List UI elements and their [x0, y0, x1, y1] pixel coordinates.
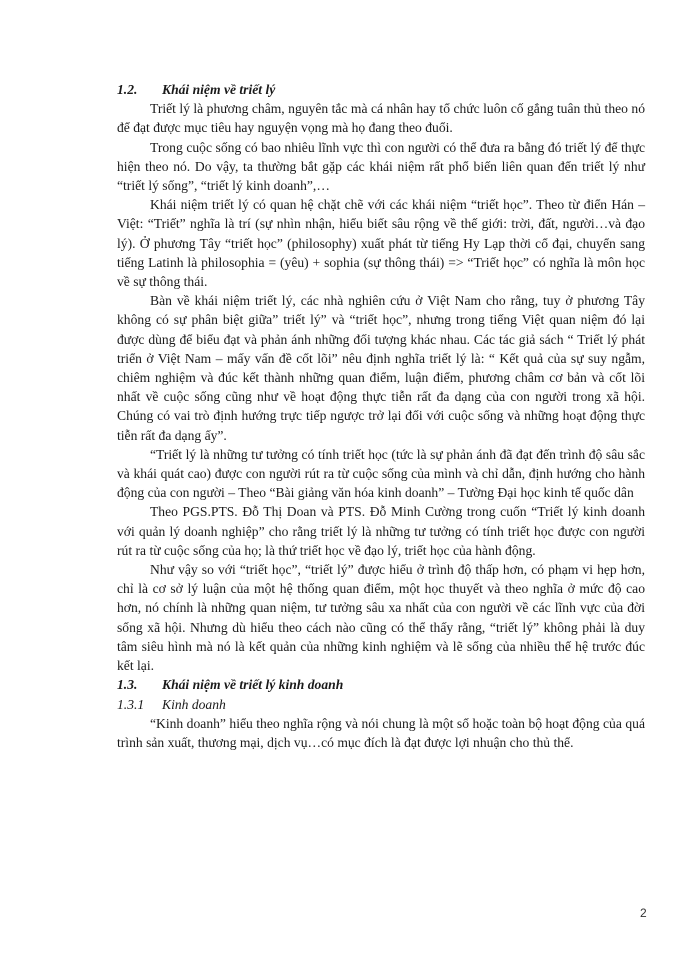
subsection-number: 1.3.1 [117, 696, 145, 712]
subsection-title: Kinh doanh [162, 696, 226, 712]
paragraph: Trong cuộc sống có bao nhiêu lĩnh vực thì con người có thể đưa ra bằng đó triết lý để thực hiện theo nó. Do vậy, ta thường bắt gặp các khái niệm rất phổ biến liên quan đến triết lý như “triết lý sống”, “triết lý kinh doanh”,… [117, 139, 645, 194]
section-title: Khái niệm về triết lý [162, 82, 276, 97]
section-number: 1.2. [117, 82, 138, 97]
paragraph: Theo PGS.PTS. Đỗ Thị Doan và PTS. Đỗ Minh Cường trong cuốn “Triết lý kinh doanh với quản lý doanh nghiệp” cho rằng triết lý là những tư tưởng có tính triết học được con người rút ra từ cuộc sống của họ; là thứ triết học về đạo lý, triết học của hành động. [117, 504, 645, 558]
section-title: Khái niệm về triết lý kinh doanh [162, 677, 344, 693]
page-number: 2 [640, 906, 647, 920]
page-content [117, 80, 645, 752]
paragraph: Bàn về khái niệm triết lý, các nhà nghiên cứu ở Việt Nam cho rằng, tuy ở phương Tây không có sự phân biệt giữa” triết lý” và “triết học”, nhưng trong tiếng Việt quan niệm đó lại được dùng để biểu đạt và phản ánh những đối tượng khác nhau. Các tác giả sách “ Triết lý phát triển ở Việt Nam – mấy vấn đề cốt lõi” nêu định nghĩa triết lý là: “ Kết quả của sự suy ngẫm, chiêm nghiệm và đúc kết thành những quan điểm, luận điểm, phương châm cơ bản và cốt lõi nhất về cuộc sống cũng như về hoạt động thực tiễn rất đa dạng của con người trong xã hội. Chúng có vai trò định hướng trực tiếp ngược trở lại đối với cuộc sống và những hoạt động thực tiễn rất đa dạng ấy”. [117, 293, 645, 443]
section-heading-1-3 [117, 675, 645, 694]
paragraph: Khái niệm triết lý có quan hệ chặt chẽ với các khái niệm “triết học”. Theo từ điển Hán – Việt: “Triết” nghĩa là trí (sự nhìn nhận, hiểu biết sâu rộng về thế giới: trời, đất, người…và đạo lý). Ở phương Tây “triết học” (philosophy) xuất phát từ tiếng Hy Lạp thời cổ đại, chuyển sang tiếng Latinh là philosophia = (yêu) + sophia (sự thông thái) => “Triết học” có nghĩa là môn học về sự thông thái. [117, 197, 645, 290]
paragraph: Như vậy so với “triết học”, “triết lý” được hiểu ở trình độ thấp hơn, có phạm vi hẹp hơn, chỉ là cơ sở lý luận của một hệ thống quan điểm, một học thuyết và theo nghĩa ở mức độ cao hơn, nó chính là những quan niệm, tư tưởng sâu xa nhất của con người về các lĩnh vực của đời sống xã hội. Nhưng dù hiểu theo cách nào cũng có thể thấy rằng, “triết lý” không phải là duy tâm siêu hình mà nó là kết quản của những kinh nghiệm và lẽ sống của nhiều thế hệ trước đúc kết lại. [117, 562, 645, 674]
section-number: 1.3. [117, 677, 138, 693]
paragraph: Triết lý là phương châm, nguyên tắc mà cá nhân hay tổ chức luôn cố gắng tuân thủ theo nó để đạt được mục tiêu hay nguyện vọng mà họ đang theo đuổi. [117, 101, 645, 136]
subsection-heading-1-3-1 [117, 695, 645, 714]
paragraph: “Kinh doanh” hiểu theo nghĩa rộng và nói chung là một số hoặc toàn bộ hoạt động của quá trình sản xuất, thương mại, dịch vụ…có mục đích là đạt được lợi nhuận cho thủ thể. [117, 715, 645, 750]
section-heading-1-2 [117, 80, 645, 99]
paragraph: “Triết lý là những tư tưởng có tính triết học (tức là sự phản ánh đã đạt đến trình độ sâu sắc và khái quát cao) được con người rút ra từ cuộc sống của mình và chỉ dẫn, định hướng cho hành động của con người – Theo “Bài giảng văn hóa kinh doanh” – Tường Đại học kinh tế quốc dân [117, 446, 645, 501]
